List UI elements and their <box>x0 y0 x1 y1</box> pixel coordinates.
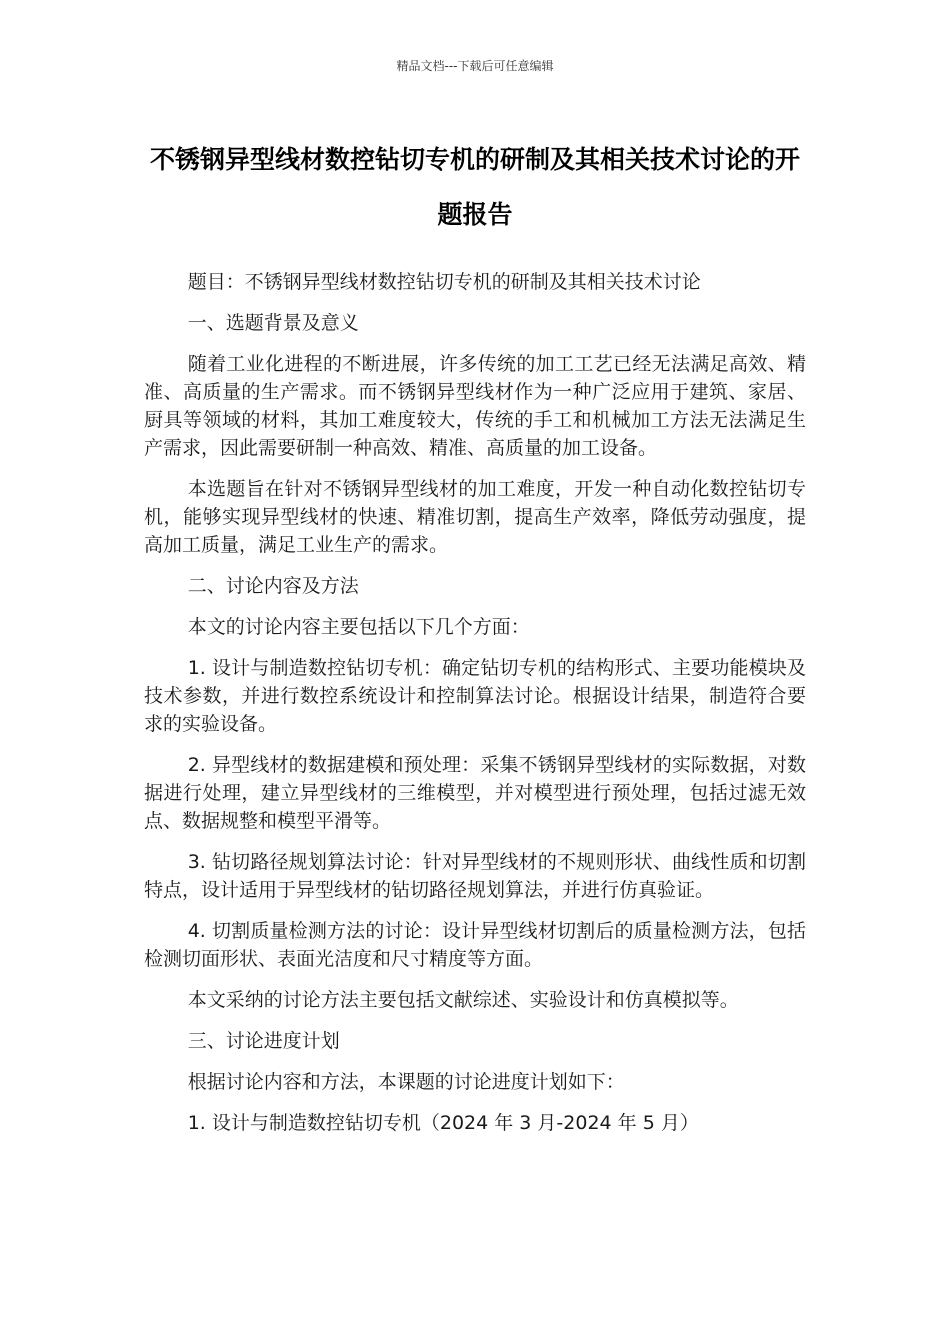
section-heading-content-methods: 二、讨论内容及方法 <box>187 575 359 597</box>
section-heading-schedule: 三、讨论进度计划 <box>187 1030 340 1052</box>
content-item-2: 2. 异型线材的数据建模和预处理：采集不锈钢异型线材的实际数据，对数据进行处理，建立异型线材的三维模型，并对模型进行预处理，包括过滤无效点、数据规整和模型平滑等。 <box>144 754 806 832</box>
page-header-note: 精品文档---下载后可任意编辑 <box>396 59 554 73</box>
schedule-intro-paragraph: 根据讨论内容和方法，本课题的讨论进度计划如下： <box>187 1071 625 1093</box>
content-item-4: 4. 切割质量检测方法的讨论：设计异型线材切割后的质量检测方法，包括检测切面形状、表面光洁度和尺寸精度等方面。 <box>144 920 806 970</box>
topic-line: 题目：不锈钢异型线材数控钻切专机的研制及其相关技术讨论 <box>187 271 701 293</box>
methods-paragraph: 本文采纳的讨论方法主要包括文献综述、实验设计和仿真模拟等。 <box>187 989 739 1011</box>
content-intro-paragraph: 本文的讨论内容主要包括以下几个方面： <box>187 616 530 638</box>
content-item-1: 1. 设计与制造数控钻切专机：确定钻切专机的结构形式、主要功能模块及技术参数，并进行数控系统设计和控制算法讨论。根据设计结果，制造符合要求的实验设备。 <box>144 657 806 735</box>
background-paragraph-1: 随着工业化进程的不断进展，许多传统的加工工艺已经无法满足高效、精准、高质量的生产需求。而不锈钢异型线材作为一种广泛应用于建筑、家居、厨具等领域的材料，其加工难度较大，传统的手工和机械加工方法无法满足生产需求，因此需要研制一种高效、精准、高质量的加工设备。 <box>144 353 806 459</box>
document-title: 不锈钢异型线材数控钻切专机的研制及其相关技术讨论的开题报告 <box>149 145 800 229</box>
content-item-3: 3. 钻切路径规划算法讨论：针对异型线材的不规则形状、曲线性质和切割特点，设计适用于异型线材的钻切路径规划算法，并进行仿真验证。 <box>144 851 806 901</box>
document-body <box>144 268 806 1150</box>
background-paragraph-2: 本选题旨在针对不锈钢异型线材的加工难度，开发一种自动化数控钻切专机，能够实现异型线材的快速、精准切割，提高生产效率，降低劳动强度，提高加工质量，满足工业生产的需求。 <box>144 478 806 556</box>
section-heading-background: 一、选题背景及意义 <box>187 312 359 334</box>
schedule-item-1: 1. 设计与制造数控钻切专机（2024 年 3 月-2024 年 5 月） <box>187 1112 699 1134</box>
